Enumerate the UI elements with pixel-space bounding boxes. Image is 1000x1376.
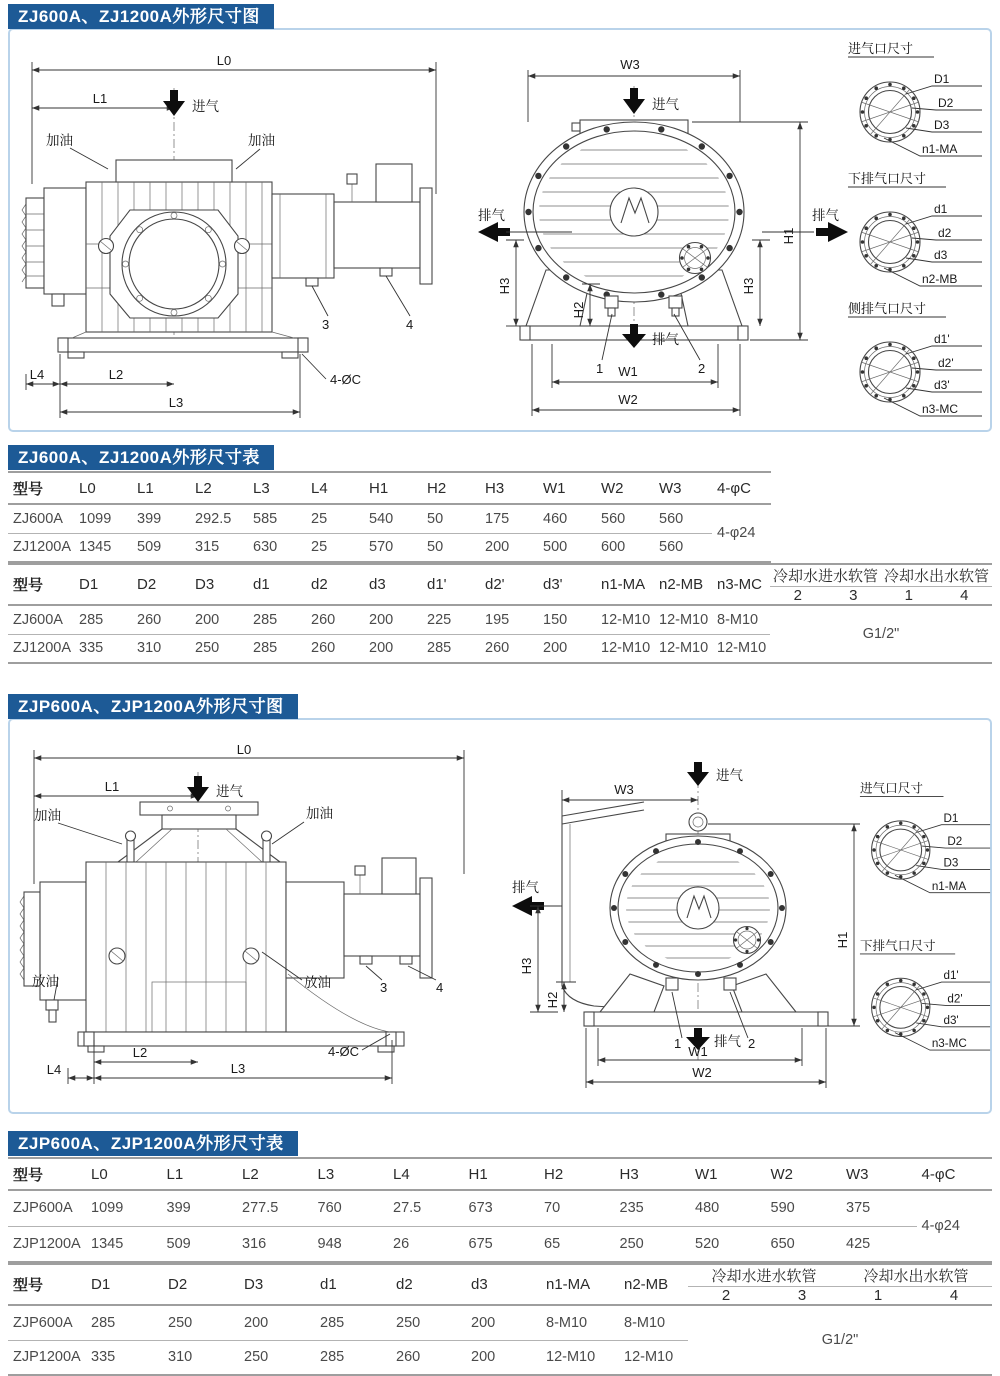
intake-label: 进气 (192, 99, 219, 114)
port-d3-label: D3 (934, 118, 950, 132)
dim-value: 560 (654, 504, 712, 533)
model-name: ZJ600A (8, 504, 74, 533)
callout-3: 3 (322, 317, 330, 332)
exhaust-bottom-label: 排气 (714, 1034, 741, 1049)
brand-logo-icon (677, 887, 719, 929)
dim-value: 25 (306, 533, 364, 562)
col-header: D1 (74, 564, 132, 605)
port-bolts-label: n1-MA (931, 879, 967, 893)
cooling-port-number: 3 (826, 587, 882, 606)
dim-value: 315 (190, 533, 248, 562)
exhaust-bottom-label: 排气 (652, 332, 679, 347)
section-title-zj-diagram: ZJ600A、ZJ1200A外形尺寸图 (8, 4, 274, 29)
dim-label-w1: W1 (618, 364, 638, 379)
intake-label: 进气 (716, 768, 743, 783)
dim-value: 200 (466, 1305, 541, 1340)
dim-value: 12-M10 (654, 605, 712, 634)
dim-value: 285 (248, 605, 306, 634)
dim-value: 50 (422, 504, 480, 533)
dim-value: 520 (690, 1226, 766, 1262)
col-header: d1 (315, 1264, 391, 1305)
dim-value: 1345 (86, 1226, 162, 1262)
col-header: D2 (163, 1264, 239, 1305)
port-d3-label: d3' (943, 1013, 959, 1027)
port-d2-label: D2 (947, 835, 963, 849)
col-header: L2 (190, 472, 248, 504)
dim-value: 27.5 (388, 1190, 464, 1226)
model-name: ZJP1200A (8, 1340, 86, 1375)
exhaust-left-arrow (478, 222, 510, 242)
cooling-port-number: 1 (840, 1287, 916, 1306)
dim-label-l0: L0 (236, 744, 252, 757)
port-d1-label: D1 (934, 72, 950, 86)
dim-value: 25 (306, 504, 364, 533)
dim-value: 560 (596, 504, 654, 533)
dim-value: 310 (132, 634, 190, 663)
pump-outline (20, 802, 432, 1052)
dim-value: 260 (306, 634, 364, 663)
inlet-port-diagram (848, 41, 982, 156)
cooling-port-number: 4 (937, 587, 993, 606)
dim-value: 200 (538, 634, 596, 663)
col-header: D2 (132, 564, 190, 605)
dim-value: 260 (480, 634, 538, 663)
col-header: W1 (538, 472, 596, 504)
dim-value: 460 (538, 504, 596, 533)
col-header: W2 (766, 1158, 842, 1190)
dim-value: 277.5 (237, 1190, 313, 1226)
brand-logo-icon (610, 188, 658, 236)
dim-value: 675 (464, 1226, 540, 1262)
col-header: L1 (132, 472, 190, 504)
col-header: n1-MA (541, 1264, 619, 1305)
dim-value: 585 (248, 504, 306, 533)
zj-drawing-panel (8, 28, 992, 432)
dim-value: 12-M10 (596, 605, 654, 634)
dim-value: 570 (364, 533, 422, 562)
dim-label-l1: L1 (104, 779, 120, 794)
col-header: L0 (86, 1158, 162, 1190)
dim-label-h1: H1 (835, 931, 850, 949)
dim-value: 200 (364, 634, 422, 663)
col-header: W1 (690, 1158, 766, 1190)
pump-outline (562, 802, 828, 1026)
dim-value: 760 (313, 1190, 389, 1226)
cooling-pipe-size: G1/2" (770, 605, 992, 663)
dim-value: 316 (237, 1226, 313, 1262)
col-header: 型号 (8, 1158, 86, 1190)
dim-value: 335 (86, 1340, 163, 1375)
col-header: D3 (239, 1264, 315, 1305)
oil-fill-right-label: 加油 (306, 806, 333, 821)
port-bolts-label: n1-MA (922, 142, 958, 156)
dim-value: 292.5 (190, 504, 248, 533)
model-name: ZJ1200A (8, 533, 74, 562)
exhaust-right-label: 排气 (812, 208, 839, 223)
dim-value: 650 (766, 1226, 842, 1262)
intake-label: 进气 (216, 784, 243, 799)
dim-value: 12-M10 (596, 634, 654, 663)
dim-value: 250 (391, 1305, 466, 1340)
section-title-zjp-diagram: ZJP600A、ZJP1200A外形尺寸图 (8, 694, 298, 719)
col-header: L2 (237, 1158, 313, 1190)
col-header: L3 (248, 472, 306, 504)
col-header: D3 (190, 564, 248, 605)
zjp-drawing-panel (8, 718, 992, 1114)
model-name: ZJP600A (8, 1305, 86, 1340)
col-header: H1 (464, 1158, 540, 1190)
zjp-side-view-drawing (12, 744, 502, 1104)
port-d3-label: D3 (943, 856, 959, 870)
port-title: 下排气口尺寸 (848, 171, 927, 186)
oil-fill-left-label: 加油 (46, 133, 73, 148)
lower-exhaust-port-diagram (848, 171, 982, 286)
dim-value: 200 (480, 533, 538, 562)
callout-4: 4 (436, 980, 444, 995)
section-title-zj-table: ZJ600A、ZJ1200A外形尺寸表 (8, 445, 274, 470)
dim-value: 590 (766, 1190, 842, 1226)
dim-value: 200 (190, 605, 248, 634)
zj-dim-table-main (8, 471, 992, 563)
dim-label-w2: W2 (618, 392, 638, 407)
col-header: L3 (313, 1158, 389, 1190)
zj-dimension-table (8, 471, 992, 664)
dim-value: 399 (162, 1190, 238, 1226)
col-header: d3' (538, 564, 596, 605)
port-title: 进气口尺寸 (848, 41, 914, 56)
zj-port-table (8, 563, 992, 664)
exhaust-left-label: 排气 (512, 880, 539, 895)
cooling-port-number: 1 (881, 587, 937, 606)
dim-value: 480 (690, 1190, 766, 1226)
dim-value: 335 (74, 634, 132, 663)
dim-label-w3: W3 (620, 57, 640, 72)
dim-value: 285 (74, 605, 132, 634)
zjp-dimension-table (8, 1157, 992, 1376)
port-d2-label: d2' (938, 356, 954, 370)
port-d3-label: d3 (934, 248, 948, 262)
col-header: d2' (480, 564, 538, 605)
port-d1-label: d1' (943, 969, 959, 983)
port-d1-label: d1 (934, 202, 948, 216)
dim-value: 200 (239, 1305, 315, 1340)
col-header: L4 (388, 1158, 464, 1190)
col-header: d3 (364, 564, 422, 605)
empty-cell (771, 472, 992, 562)
col-header: 型号 (8, 564, 74, 605)
oil-drain-left-label: 放油 (32, 974, 59, 989)
dim-value: 200 (364, 605, 422, 634)
dim-label-w2: W2 (692, 1065, 712, 1080)
col-header: L1 (162, 1158, 238, 1190)
dim-label-h3-left: H3 (497, 277, 512, 295)
dim-value: 285 (315, 1305, 391, 1340)
cooling-port-number: 3 (764, 1287, 840, 1306)
zj-side-view-drawing (12, 32, 462, 430)
dim-value: 285 (315, 1340, 391, 1375)
foot-holes-label: 4-ØC (330, 372, 362, 387)
merged-bolt-spec: 4-φ24 (917, 1190, 993, 1262)
dim-value: 175 (480, 504, 538, 533)
cooling-outlet-header: 冷却水出水软管 (881, 564, 992, 587)
dim-label-l2: L2 (108, 367, 124, 382)
dim-value: 375 (841, 1190, 917, 1226)
zjp-port-table (8, 1263, 992, 1376)
cooling-port-number: 2 (688, 1287, 764, 1306)
col-header: n2-MB (619, 1264, 688, 1305)
dim-value: 250 (239, 1340, 315, 1375)
dim-value: 250 (190, 634, 248, 663)
lower-exhaust-port-diagram (860, 938, 990, 1050)
dim-value: 50 (422, 533, 480, 562)
exhaust-right-arrow (816, 222, 848, 242)
dim-value: 673 (464, 1190, 540, 1226)
col-header: H1 (364, 472, 422, 504)
merged-bolt-spec: 4-φ24 (712, 504, 771, 562)
dim-value: 509 (162, 1226, 238, 1262)
oil-fill-left-label: 加油 (34, 808, 61, 823)
dim-value: 65 (539, 1226, 615, 1262)
dim-value: 500 (538, 533, 596, 562)
dim-value: 70 (539, 1190, 615, 1226)
dim-value: 260 (391, 1340, 466, 1375)
dim-value: 12-M10 (541, 1340, 619, 1375)
col-header: d2 (306, 564, 364, 605)
intake-arrow (623, 88, 645, 114)
dim-label-l4: L4 (29, 367, 45, 382)
callout-2: 2 (748, 1036, 756, 1051)
col-header: 型号 (8, 1264, 86, 1305)
callout-1: 1 (674, 1036, 682, 1051)
dim-value: 260 (132, 605, 190, 634)
col-header: W2 (596, 472, 654, 504)
dim-value: 509 (132, 533, 190, 562)
col-header: 4-φC (917, 1158, 993, 1190)
col-header: W3 (654, 472, 712, 504)
col-header: L4 (306, 472, 364, 504)
col-header: H3 (480, 472, 538, 504)
dim-label-w1: W1 (688, 1044, 708, 1059)
dim-value: 285 (86, 1305, 163, 1340)
dim-value: 948 (313, 1226, 389, 1262)
port-d2-label: D2 (938, 96, 954, 110)
dim-value: 560 (654, 533, 712, 562)
col-header: H2 (539, 1158, 615, 1190)
dim-label-l3: L3 (230, 1061, 246, 1076)
dim-value: 200 (466, 1340, 541, 1375)
cooling-inlet-header: 冷却水进水软管 (770, 564, 881, 587)
callout-3: 3 (380, 980, 388, 995)
port-bolts-label: n3-MC (922, 402, 959, 416)
dim-label-h3: H3 (519, 957, 534, 975)
col-header: 型号 (8, 472, 74, 504)
zj-port-diagrams (846, 36, 986, 430)
model-name: ZJP600A (8, 1190, 86, 1226)
dim-value: 285 (422, 634, 480, 663)
col-header: n3-MC (712, 564, 770, 605)
dim-value: 8-M10 (541, 1305, 619, 1340)
cooling-port-number: 2 (770, 587, 826, 606)
dim-label-l4: L4 (46, 1062, 62, 1077)
dim-value: 425 (841, 1226, 917, 1262)
dim-label-h1: H1 (781, 227, 796, 245)
dim-value: 195 (480, 605, 538, 634)
port-title: 侧排气口尺寸 (848, 301, 927, 316)
cooling-inlet-header: 冷却水进水软管 (688, 1264, 840, 1287)
oil-fill-right-label: 加油 (248, 133, 275, 148)
dim-value: 1345 (74, 533, 132, 562)
port-bolts-label: n3-MC (931, 1037, 967, 1051)
zjp-port-diagrams (858, 776, 994, 1060)
foot-holes-label: 4-ØC (328, 1044, 360, 1059)
col-header: n1-MA (596, 564, 654, 605)
dim-value: 150 (538, 605, 596, 634)
dim-label-l0: L0 (216, 53, 232, 68)
dim-value: 12-M10 (619, 1340, 688, 1375)
pump-outline (22, 160, 432, 358)
col-header: d1 (248, 564, 306, 605)
intake-arrow (163, 90, 185, 116)
intake-arrow (687, 762, 709, 786)
dim-label-h3-right: H3 (741, 277, 756, 295)
col-header: H3 (615, 1158, 691, 1190)
col-header: H2 (422, 472, 480, 504)
callout-4: 4 (406, 317, 414, 332)
dim-value: 1099 (74, 504, 132, 533)
col-header: 4-φC (712, 472, 771, 504)
cooling-port-number: 4 (916, 1287, 992, 1306)
dim-value: 12-M10 (654, 634, 712, 663)
dim-value: 285 (248, 634, 306, 663)
dim-value: 8-M10 (712, 605, 770, 634)
model-name: ZJP1200A (8, 1226, 86, 1262)
dim-value: 8-M10 (619, 1305, 688, 1340)
col-header: n2-MB (654, 564, 712, 605)
zj-front-view-drawing (462, 30, 864, 432)
port-d3-label: d3' (934, 378, 950, 392)
dim-value: 1099 (86, 1190, 162, 1226)
port-bolts-label: n2-MB (922, 272, 958, 286)
col-header: d2 (391, 1264, 466, 1305)
port-title: 进气口尺寸 (859, 781, 924, 796)
dim-value: 630 (248, 533, 306, 562)
col-header: d1' (422, 564, 480, 605)
oil-drain-right-label: 放油 (304, 975, 331, 990)
port-d1-label: D1 (943, 811, 959, 825)
dim-value: 225 (422, 605, 480, 634)
inlet-port-diagram (860, 781, 990, 893)
model-name: ZJ1200A (8, 634, 74, 663)
exhaust-left-label: 排气 (478, 208, 505, 223)
dim-value: 310 (163, 1340, 239, 1375)
dim-value: 250 (163, 1305, 239, 1340)
zjp-dim-table-main (8, 1157, 992, 1263)
col-header: d3 (466, 1264, 541, 1305)
dim-value: 540 (364, 504, 422, 533)
col-header: D1 (86, 1264, 163, 1305)
port-d1-label: d1' (934, 332, 950, 346)
port-d2-label: d2 (938, 226, 952, 240)
dim-value: 250 (615, 1226, 691, 1262)
dim-label-l3: L3 (168, 395, 184, 410)
callout-1: 1 (596, 361, 604, 376)
section-title-zjp-table: ZJP600A、ZJP1200A外形尺寸表 (8, 1131, 298, 1156)
dim-value: 600 (596, 533, 654, 562)
intake-label: 进气 (652, 97, 679, 112)
intake-arrow (187, 776, 209, 802)
dim-value: 26 (388, 1226, 464, 1262)
dim-label-l1: L1 (92, 91, 108, 106)
dim-value: 12-M10 (712, 634, 770, 663)
dim-label-h2: H2 (571, 301, 586, 319)
dim-value: 235 (615, 1190, 691, 1226)
side-exhaust-port-diagram (848, 301, 982, 416)
cooling-pipe-size: G1/2" (688, 1305, 992, 1375)
dim-label-l2: L2 (132, 1045, 148, 1060)
dim-label-h2: H2 (545, 991, 560, 1009)
dim-label-w3: W3 (614, 782, 634, 797)
col-header: L0 (74, 472, 132, 504)
port-d2-label: d2' (947, 992, 963, 1006)
port-title: 下排气口尺寸 (859, 939, 936, 954)
model-name: ZJ600A (8, 605, 74, 634)
cooling-outlet-header: 冷却水出水软管 (840, 1264, 992, 1287)
col-header: W3 (841, 1158, 917, 1190)
dim-value: 399 (132, 504, 190, 533)
dim-value: 260 (306, 605, 364, 634)
callout-2: 2 (698, 361, 706, 376)
